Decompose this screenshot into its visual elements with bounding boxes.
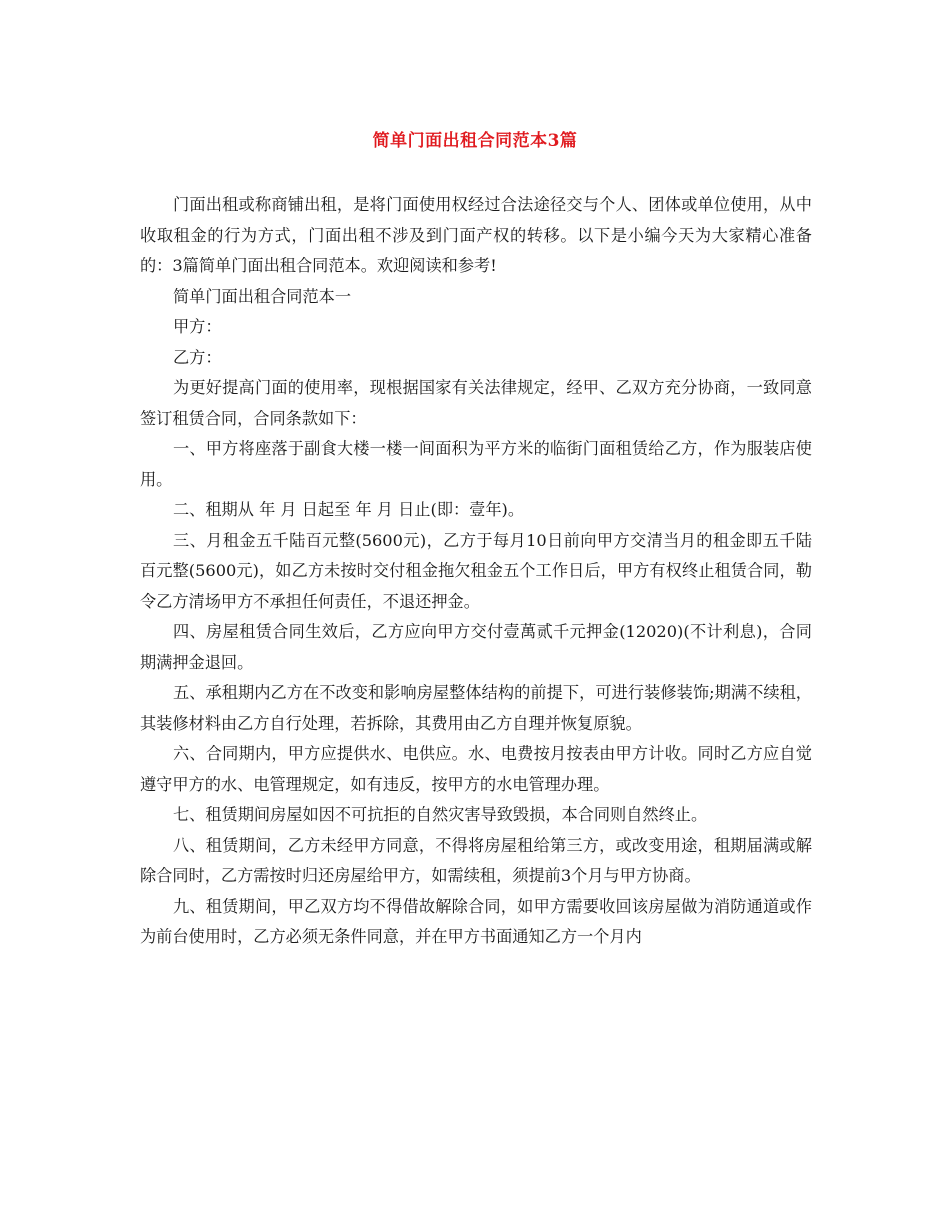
preamble-paragraph: 为更好提高门面的使用率，现根据国家有关法律规定，经甲、乙双方充分协商，一致同意签订租赁合同，合同条款如下： (140, 378, 812, 428)
document-title: 简单门面出租合同范本3篇 (372, 131, 578, 151)
party-b-line: 乙方： (173, 347, 222, 367)
document-body (140, 190, 812, 953)
clause-7: 七、租赁期间房屋如因不可抗拒的自然灾害导致毁损，本合同则自然终止。 (173, 805, 708, 824)
clause-9: 九、租赁期间，甲乙双方均不得借故解除合同，如甲方需要收回该房屋做为消防通道或作为前台使用时，乙方必须无条件同意，并在甲方书面通知乙方一个月内 (140, 896, 812, 946)
clause-3: 三、月租金五千陆百元整(5600元)，乙方于每月10日前向甲方交清当月的租金即五千陆百元整(5600元)，如乙方未按时交付租金拖欠租金五个工作日后，甲方有权终止租赁合同，勒令乙方清场甲方不承担任何责任，不退还押金。 (140, 530, 812, 611)
intro-paragraph: 门面出租或称商铺出租，是将门面使用权经过合法途径交与个人、团体或单位使用，从中收取租金的行为方式，门面出租不涉及到门面产权的转移。以下是小编今天为大家精心准备的：3篇简单门面出租合同范本。欢迎阅读和参考! (140, 195, 812, 275)
clause-1: 一、甲方将座落于副食大楼一楼一间面积为平方米的临街门面租赁给乙方，作为服装店使用。 (140, 439, 812, 489)
contract-heading: 简单门面出租合同范本一 (173, 286, 352, 306)
clause-5: 五、承租期内乙方在不改变和影响房屋整体结构的前提下，可进行装修装饰;期满不续租，其装修材料由乙方自行处理，若拆除，其费用由乙方自理并恢复原貌。 (140, 683, 812, 733)
clause-6: 六、合同期内，甲方应提供水、电供应。水、电费按月按表由甲方计收。同时乙方应自觉遵守甲方的水、电管理规定，如有违反，按甲方的水电管理办理。 (140, 744, 812, 794)
clause-4: 四、房屋租赁合同生效后，乙方应向甲方交付壹萬贰千元押金(12020)(不计利息)，合同期满押金退回。 (140, 622, 812, 672)
clause-8: 八、租赁期间，乙方未经甲方同意，不得将房屋租给第三方，或改变用途，租期届满或解除合同时，乙方需按时归还房屋给甲方，如需续租，须提前3个月与甲方协商。 (140, 835, 812, 885)
clause-2: 二、租期从 年 月 日起至 年 月 日止(即：壹年)。 (173, 500, 525, 519)
party-a-line: 甲方： (173, 317, 222, 336)
